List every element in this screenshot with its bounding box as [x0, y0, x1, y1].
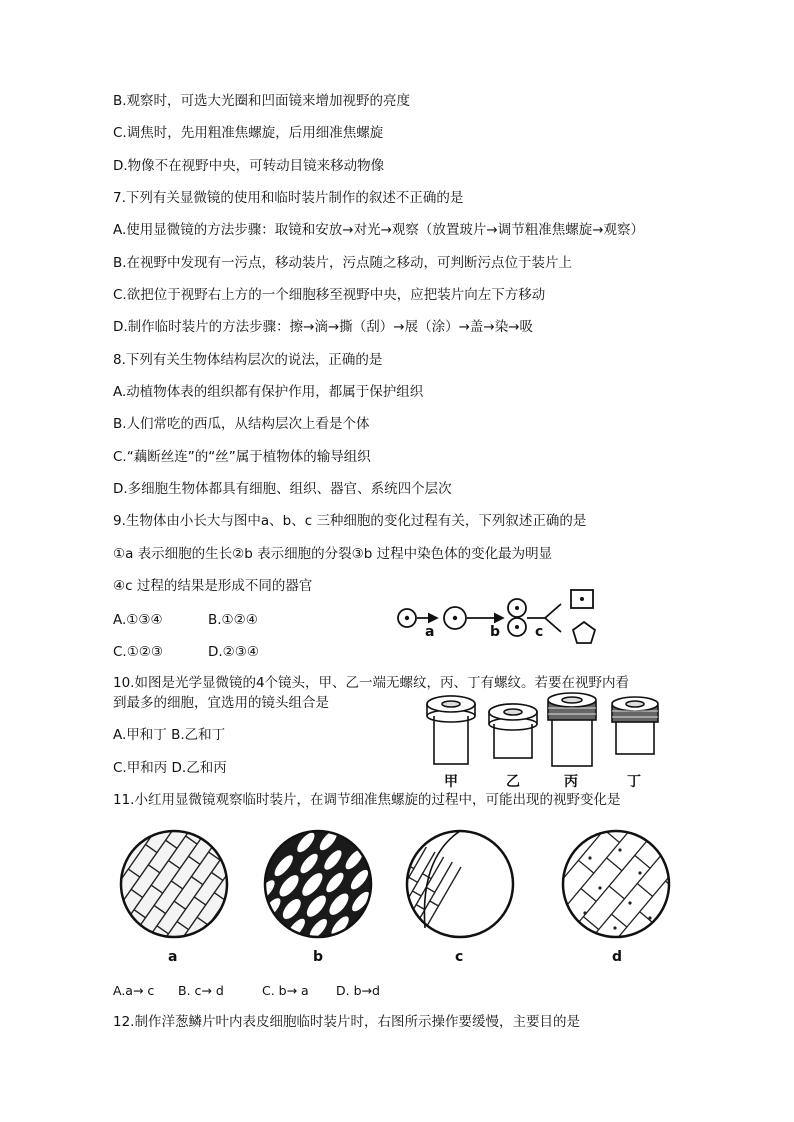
- fig10-label-bing: 丙: [564, 774, 578, 790]
- q9-statement-2: ④c 过程的结果是形成不同的器官: [113, 578, 313, 594]
- q10-options-ab: A.甲和丁 B.乙和丁: [113, 727, 226, 743]
- q7-option-d: D.制作临时装片的方法步骤：擦→滴→撕（刮）→展（涂）→盖→染→吸: [113, 319, 534, 335]
- question-7: 7.下列有关显微镜的使用和临时装片制作的叙述不正确的是: [113, 190, 464, 206]
- q9-option-d: D.②③④: [208, 644, 259, 660]
- fig11-label-b: b: [313, 949, 324, 965]
- line-d-image: D.物像不在视野中央，可转动目镜来移动物像: [113, 158, 385, 174]
- q10-options-cd: C.甲和丙 D.乙和丙: [113, 760, 227, 776]
- question-10-cont: 到最多的细胞，宜选用的镜头组合是: [113, 695, 329, 711]
- q8-option-a: A.动植物体表的组织都有保护作用，都属于保护组织: [113, 384, 424, 400]
- question-12: 12.制作洋葱鳞片叶内表皮细胞临时装片时，右图所示操作要缓慢，主要目的是: [113, 1014, 580, 1030]
- line-b-observe: B.观察时，可选大光圈和凹面镜来增加视野的亮度: [113, 93, 411, 109]
- question-10: 10.如图是光学显微镜的4个镜头，甲、乙一端无螺纹，丙、丁有螺纹。若要在视野内看: [113, 675, 630, 691]
- fig10-label-jia: 甲: [444, 774, 458, 790]
- q11-option-c: C. b→ a: [262, 983, 309, 998]
- question-8: 8.下列有关生物体结构层次的说法，正确的是: [113, 352, 383, 368]
- fig9-label-b: b: [490, 624, 501, 640]
- q9-option-b: B.①②④: [208, 612, 258, 628]
- q11-option-a: A.a→ c: [113, 983, 155, 998]
- fig11-label-a: a: [168, 949, 178, 965]
- q8-option-d: D.多细胞生物体都具有细胞、组织、器官、系统四个层次: [113, 481, 452, 497]
- fig11-label-c: c: [455, 949, 464, 965]
- q11-option-b: B. c→ d: [178, 983, 224, 998]
- fig11-label-d: d: [612, 949, 623, 965]
- field-of-view-diagram: [120, 818, 690, 968]
- q9-statement-1: ①a 表示细胞的生长②b 表示细胞的分裂③b 过程中染色体的变化最为明显: [113, 546, 553, 562]
- q7-option-b: B.在视野中发现有一污点，移动装片，污点随之移动，可判断污点位于装片上: [113, 255, 573, 271]
- fig9-label-c: c: [535, 624, 544, 640]
- q7-option-c: C.欲把位于视野右上方的一个细胞移至视野中央，应把装片向左下方移动: [113, 287, 546, 303]
- fig9-label-a: a: [425, 624, 435, 640]
- q9-option-c: C.①②③: [113, 644, 164, 660]
- fig10-label-yi: 乙: [506, 774, 520, 790]
- cell-change-diagram: [395, 588, 595, 648]
- q9-option-a: A.①③④: [113, 612, 163, 628]
- q8-option-b: B.人们常吃的西瓜，从结构层次上看是个体: [113, 416, 370, 432]
- question-9: 9.生物体由小长大与图中a、b、c 三种细胞的变化过程有关，下列叙述正确的是: [113, 513, 587, 529]
- fig10-label-ding: 丁: [627, 774, 641, 790]
- q7-option-a: A.使用显微镜的方法步骤：取镜和安放→对光→观察（放置玻片→调节粗准焦螺旋→观察）: [113, 222, 645, 238]
- q8-option-c: C.“藕断丝连”的“丝”属于植物体的输导组织: [113, 449, 371, 465]
- question-11: 11.小红用显微镜观察临时装片，在调节细准焦螺旋的过程中，可能出现的视野变化是: [113, 792, 621, 808]
- lens-diagram: [420, 690, 680, 790]
- line-c-focus: C.调焦时，先用粗准焦螺旋，后用细准焦螺旋: [113, 125, 384, 141]
- q11-option-d: D. b→d: [336, 983, 380, 998]
